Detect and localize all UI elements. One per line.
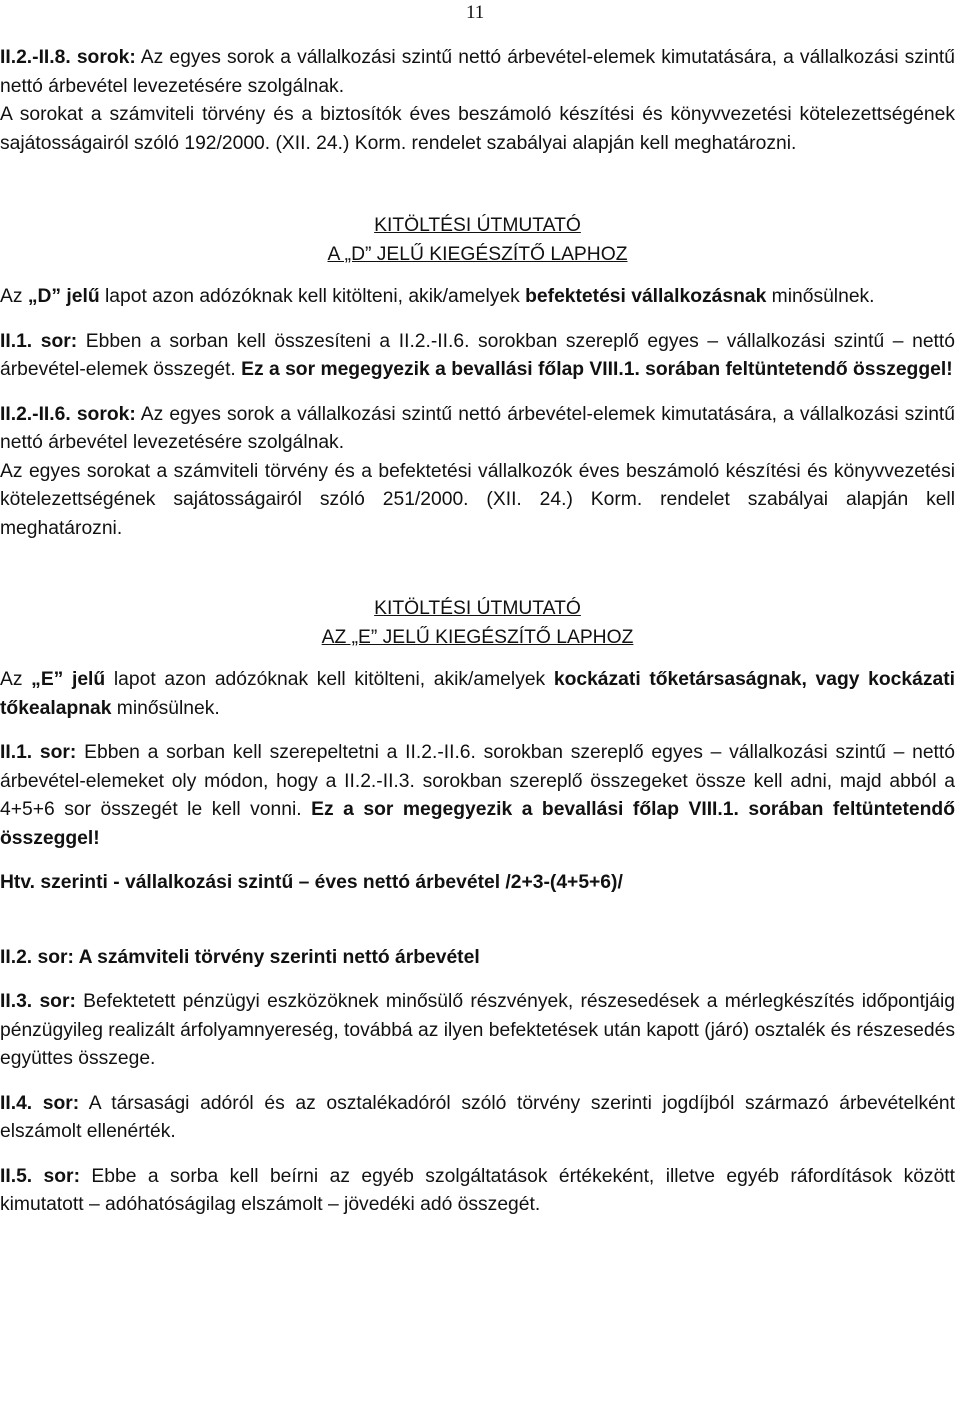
intro-text: minősülnek. <box>766 286 875 307</box>
section-d-intro <box>0 283 955 312</box>
row-text: Befektetett pénzügyi eszközöknek minősülő részvények, részesedések a mérlegkészítés időpontjáig pénzügyileg realizált árfolyamnyereség, továbbá az ilyen befektetések után kapott (járó) osztalék és részesedés együttes összege. <box>0 991 955 1069</box>
section-d-basis <box>0 458 955 544</box>
row-text: Az egyes sorokat a számviteli törvény és a befektetési vállalkozók éves beszámoló készítési és könyvvezetési kötelezettségének sajátosságairól szóló 251/2000. (XII. 24.) Korm. rendelet szabályai alapján kell meghatározni. <box>0 460 955 539</box>
paragraph-rows-2-8 <box>0 44 955 101</box>
intro-text: minősülnek. <box>111 697 220 719</box>
row-text: Ebbe a sorba kell beírni az egyéb szolgáltatások értékeként, illetve egyéb ráfordítások között kimutatott – adóhatóságilag elszámolt – jövedéki adó összegét. <box>0 1165 956 1215</box>
section-e-row-5 <box>0 1163 955 1220</box>
section-e-heading-1: KITÖLTÉSI ÚTMUTATÓ <box>374 598 581 619</box>
intro-bold: „D” jelű <box>27 286 100 307</box>
row-label: II.3. sor: <box>0 991 76 1012</box>
section-e-formula <box>0 869 955 898</box>
row-label: II.5. sor: <box>0 1165 80 1187</box>
paragraph-text: A sorokat a számviteli törvény és a biztosítók éves beszámoló készítési és könyvvezetési kötelezettségének sajátosságairól szóló 192/2000. (XII. 24.) Korm. rendelet szabályai alapján kell meghatározni. <box>0 104 955 154</box>
section-d-heading-1: KITÖLTÉSI ÚTMUTATÓ <box>374 215 581 236</box>
row-text: Ebben a sorban kell szerepeltetni a II.2.-II.6. sorokban szereplő egyes – vállalkozási szintű – nettó árbevétel-elemeket oly módon, hogy a II.2.-II.3. sorokban szereplő összegeket össze kell adni, majd abból a 4+5+6 sor összegét le kell vonni. <box>0 742 955 820</box>
row-text: Az egyes sorok a vállalkozási szintű nettó árbevétel-elemek kimutatására, a vállalkozási szintű nettó árbevétel levezetésére szolgálnak. <box>0 403 955 453</box>
row-label: II.1. sor: <box>0 330 78 352</box>
row-label: II.2. sor: A számviteli törvény szerinti nettó árbevétel <box>0 946 480 968</box>
row-note: Ez a sor megegyezik a bevallási főlap VIII.1. sorában feltüntetendő összeggel! <box>0 799 955 849</box>
intro-bold: befektetési vállalkozásnak <box>525 286 767 307</box>
intro-bold: „E” jelű <box>31 669 106 690</box>
formula-text: Htv. szerinti - vállalkozási szintű – éves nettó árbevétel /2+3-(4+5+6)/ <box>0 872 623 893</box>
row-text: Ebben a sorban kell összesíteni a II.2.-II.6. sorokban szereplő egyes – vállalkozási szintű – nettó árbevétel-elemek összegét. <box>0 330 955 380</box>
row-label: II.4. sor: <box>0 1092 80 1114</box>
document-body <box>0 44 955 1220</box>
section-d-rows-2-6 <box>0 401 955 458</box>
section-e-heading-2: AZ „E” JELŰ KIEGÉSZÍTŐ LAPHOZ <box>321 626 634 648</box>
paragraph-basis <box>0 101 955 158</box>
section-e-row-3 <box>0 988 955 1074</box>
row-label: II.1. sor: <box>0 742 77 763</box>
row-label: II.2.-II.6. sorok: <box>0 403 136 425</box>
intro-bold: kockázati tőketársaságnak, vagy kockázati tőkealapnak <box>0 669 955 719</box>
page-number: 11 <box>466 2 485 23</box>
section-d-row-1 <box>0 328 955 385</box>
intro-text: lapot azon adózóknak kell kitölteni, akik/amelyek <box>99 286 526 307</box>
section-e-intro <box>0 666 955 723</box>
section-e-row-2 <box>0 944 955 973</box>
row-label: II.2.-II.8. sorok: <box>0 47 136 68</box>
row-text: A társasági adóról és az osztalékadóról szóló törvény szerinti jogdíjból származó árbevételként elszámolt ellenérték. <box>0 1092 955 1142</box>
row-note: Ez a sor megegyezik a bevallási főlap VIII.1. sorában feltüntetendő összeggel! <box>241 359 953 380</box>
paragraph-text: Az egyes sorok a vállalkozási szintű nettó árbevétel-elemek kimutatására, a vállalkozási szintű nettó árbevétel levezetésére szolgálnak. <box>0 47 955 97</box>
section-d-heading-2: A „D” JELŰ KIEGÉSZÍTŐ LAPHOZ <box>327 243 628 265</box>
section-e-row-1 <box>0 739 955 853</box>
intro-text: lapot azon adózóknak kell kitölteni, akik/amelyek <box>105 669 554 690</box>
intro-text: Az <box>0 669 32 690</box>
section-e-row-4 <box>0 1090 955 1147</box>
intro-text: Az <box>0 286 28 307</box>
